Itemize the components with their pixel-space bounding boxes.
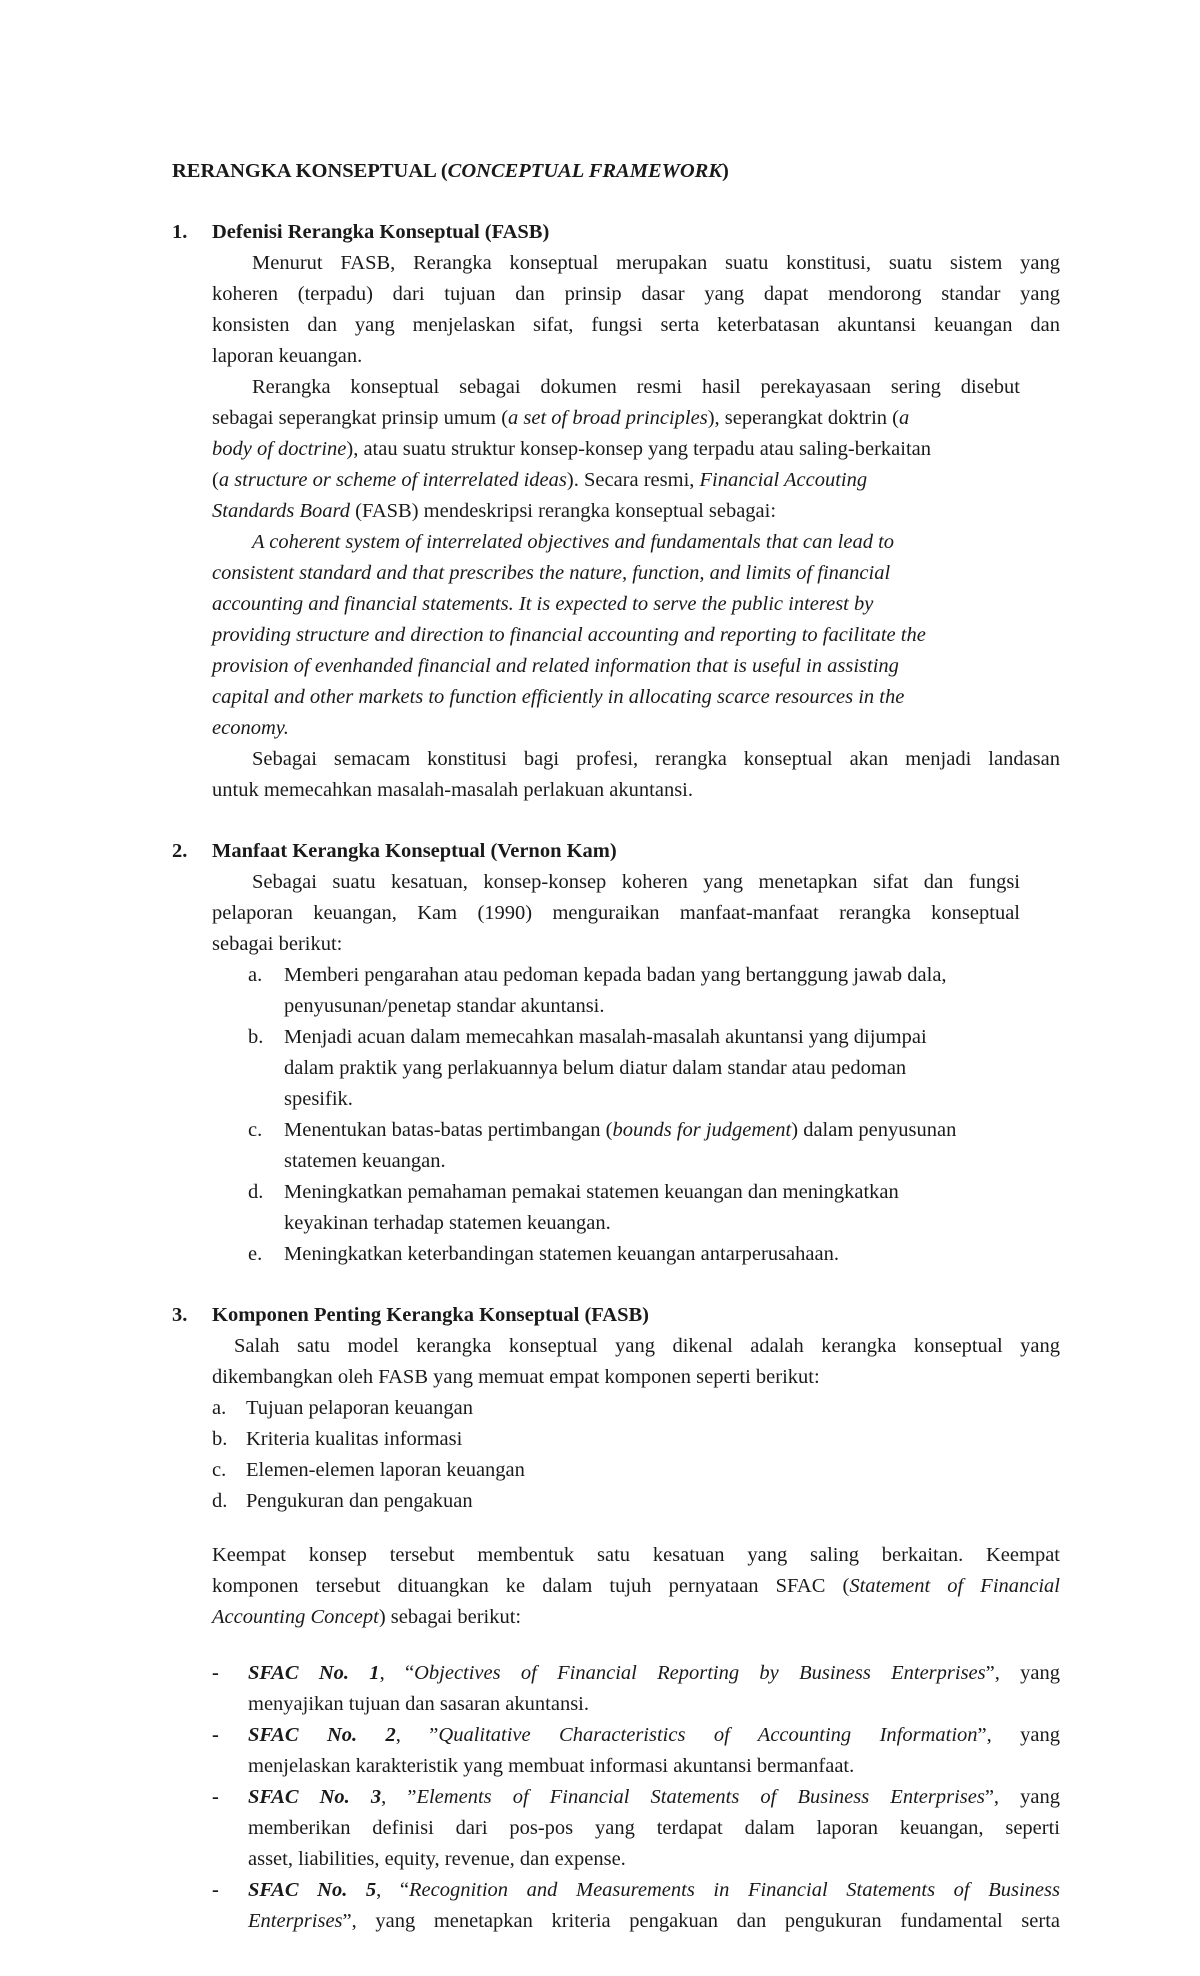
paragraph-line: Standards Board (FASB) mendeskripsi rerangka konseptual sebagai:: [212, 500, 777, 522]
paragraph-line: laporan keuangan.: [212, 345, 363, 367]
list-item-line: Meningkatkan keterbandingan statemen keuangan antarperusahaan.: [284, 1243, 839, 1265]
paragraph-line: Sebagai suatu kesatuan, konsep-konsep koheren yang menetapkan sifat dan fungsi: [252, 871, 1020, 893]
document-title: RERANGKA KONSEPTUAL (CONCEPTUAL FRAMEWORK): [172, 160, 729, 182]
paragraph-line: Rerangka konseptual sebagai dokumen resmi hasil perekayasaan sering disebut: [252, 376, 1020, 398]
sfac-line: menjelaskan karakteristik yang membuat informasi akuntansi bermanfaat.: [248, 1755, 855, 1777]
quote-line: accounting and financial statements. It is expected to serve the public interest by: [212, 593, 874, 615]
quote-line: consistent standard and that prescribes the nature, function, and limits of financial: [212, 562, 891, 584]
sfac-line: SFAC No. 1, “Objectives of Financial Reporting by Business Enterprises”, yang: [248, 1662, 1061, 1684]
list-item-line: statemen keuangan.: [284, 1150, 446, 1172]
paragraph-line: Menurut FASB, Rerangka konseptual merupakan suatu konstitusi, suatu sistem yang: [252, 252, 1060, 274]
sfac-line: menyajikan tujuan dan sasaran akuntansi.: [248, 1693, 589, 1715]
paragraph-line: Sebagai semacam konstitusi bagi profesi, rerangka konseptual akan menjadi landasan: [252, 748, 1060, 770]
paragraph-line: koheren (terpadu) dari tujuan dan prinsip dasar yang dapat mendorong standar yang: [212, 283, 1060, 305]
quote-line: capital and other markets to function efficiently in allocating scarce resources in the: [212, 686, 905, 708]
list-item-line: Menentukan batas-batas pertimbangan (bounds for judgement) dalam penyusunan: [284, 1119, 957, 1141]
list-item-line: Kriteria kualitas informasi: [246, 1428, 463, 1450]
list-marker: d.: [212, 1490, 228, 1512]
list-item-line: Meningkatkan pemahaman pemakai statemen keuangan dan meningkatkan: [284, 1181, 899, 1203]
paragraph-line: body of doctrine), atau suatu struktur konsep-konsep yang terpadu atau saling-berkaitan: [212, 438, 932, 460]
quote-line: provision of evenhanded financial and related information that is useful in assisting: [212, 655, 899, 677]
list-item-line: Tujuan pelaporan keuangan: [246, 1397, 473, 1419]
list-dash: -: [212, 1662, 219, 1684]
list-item-line: keyakinan terhadap statemen keuangan.: [284, 1212, 611, 1234]
list-marker: a.: [248, 964, 263, 986]
sfac-line: SFAC No. 5, “Recognition and Measurements in Financial Statements of Business: [248, 1879, 1060, 1901]
paragraph-line: (a structure or scheme of interrelated ideas). Secara resmi, Financial Accouting: [212, 469, 868, 491]
list-item-line: dalam praktik yang perlakuannya belum diatur dalam standar atau pedoman: [284, 1057, 907, 1079]
quote-line: A coherent system of interrelated objectives and fundamentals that can lead to: [252, 531, 895, 553]
paragraph-line: pelaporan keuangan, Kam (1990) menguraikan manfaat-manfaat rerangka konseptual: [212, 902, 1020, 924]
paragraph-line: Keempat konsep tersebut membentuk satu kesatuan yang saling berkaitan. Keempat: [212, 1544, 1060, 1566]
sfac-line: Enterprises”, yang menetapkan kriteria pengakuan dan pengukuran fundamental serta: [248, 1910, 1060, 1932]
list-marker: b.: [248, 1026, 264, 1048]
list-marker: a.: [212, 1397, 227, 1419]
paragraph-line: untuk memecahkan masalah-masalah perlakuan akuntansi.: [212, 779, 693, 801]
list-dash: -: [212, 1724, 219, 1746]
list-item-line: Menjadi acuan dalam memecahkan masalah-masalah akuntansi yang dijumpai: [284, 1026, 927, 1048]
list-item-line: Memberi pengarahan atau pedoman kepada badan yang bertanggung jawab dala,: [284, 964, 947, 986]
sfac-line: SFAC No. 3, ”Elements of Financial Statements of Business Enterprises”, yang: [248, 1786, 1060, 1808]
section-1-heading: 1. Defenisi Rerangka Konseptual (FASB): [172, 221, 550, 243]
list-marker: c.: [212, 1459, 227, 1481]
list-item-line: Elemen-elemen laporan keuangan: [246, 1459, 525, 1481]
quote-line: economy.: [212, 717, 289, 739]
list-dash: -: [212, 1879, 219, 1901]
section-3-heading: 3. Komponen Penting Kerangka Konseptual (FASB): [172, 1304, 649, 1326]
quote-line: providing structure and direction to financial accounting and reporting to facilitate the: [212, 624, 926, 646]
paragraph-line: sebagai berikut:: [212, 933, 343, 955]
paragraph-line: konsisten dan yang menjelaskan sifat, fungsi serta keterbatasan akuntansi keuangan dan: [212, 314, 1060, 336]
section-2-heading: 2. Manfaat Kerangka Konseptual (Vernon Kam): [172, 840, 617, 862]
list-marker: e.: [248, 1243, 263, 1265]
sfac-line: memberikan definisi dari pos-pos yang terdapat dalam laporan keuangan, seperti: [248, 1817, 1060, 1839]
paragraph-line: Accounting Concept) sebagai berikut:: [212, 1606, 522, 1628]
paragraph-line: komponen tersebut dituangkan ke dalam tujuh pernyataan SFAC (Statement of Financial: [212, 1575, 1060, 1597]
paragraph-line: sebagai seperangkat prinsip umum (a set of broad principles), seperangkat doktrin (a: [212, 407, 910, 429]
sfac-line: asset, liabilities, equity, revenue, dan expense.: [248, 1848, 626, 1870]
paragraph-line: Salah satu model kerangka konseptual yang dikenal adalah kerangka konseptual yang: [234, 1335, 1060, 1357]
list-marker: c.: [248, 1119, 263, 1141]
sfac-line: SFAC No. 2, ”Qualitative Characteristics of Accounting Information”, yang: [248, 1724, 1060, 1746]
list-item-line: Pengukuran dan pengakuan: [246, 1490, 473, 1512]
list-marker: b.: [212, 1428, 228, 1450]
list-marker: d.: [248, 1181, 264, 1203]
list-item-line: spesifik.: [284, 1088, 353, 1110]
list-dash: -: [212, 1786, 219, 1808]
list-item-line: penyusunan/penetap standar akuntansi.: [284, 995, 605, 1017]
paragraph-line: dikembangkan oleh FASB yang memuat empat komponen seperti berikut:: [212, 1366, 820, 1388]
